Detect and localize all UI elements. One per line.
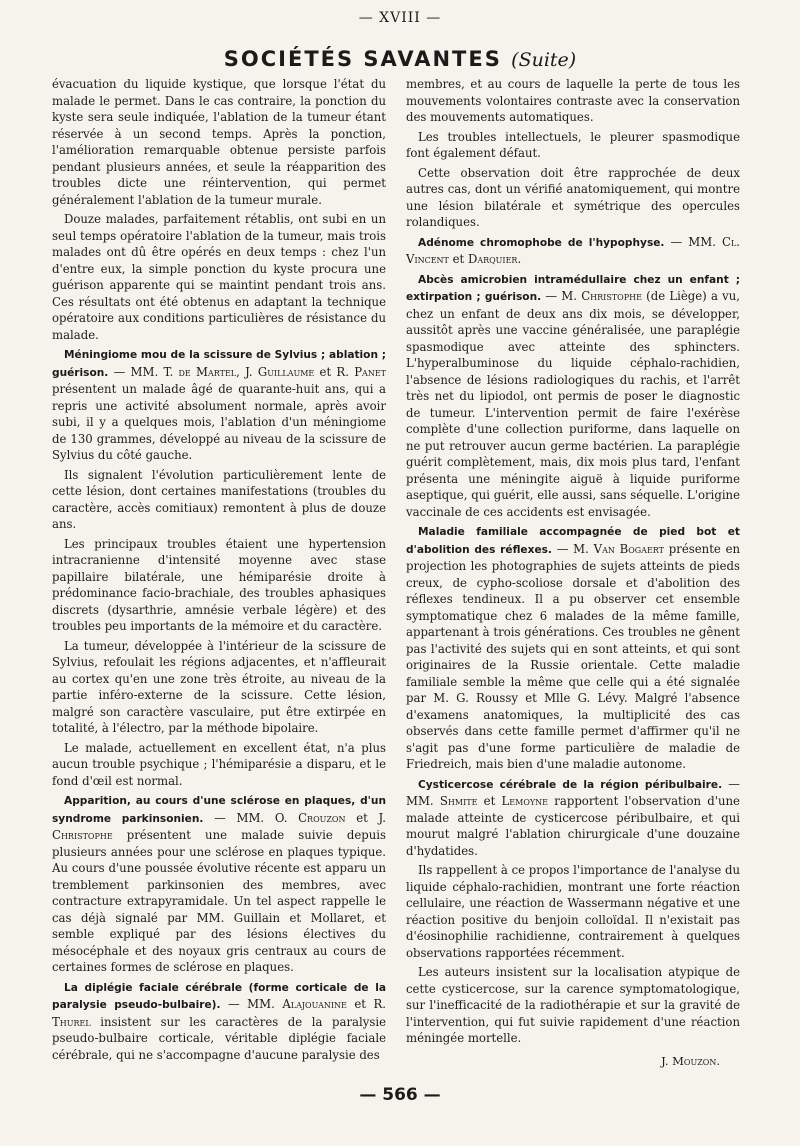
paragraph: Les auteurs insistent sur la localisation atypique de cette cysticercose, sur la carence symptomatologique, sur l'inefficacité de la radiothérapie et sur la gravité de l'intervention, qui fut suivie rapidement d'une réaction méningée mortelle. xyxy=(406,965,740,1045)
author-name: Lemoyne xyxy=(501,794,549,808)
article-title: Méningiome mou de la scissure de Sylvius ; ablation ; guérison. xyxy=(52,349,386,379)
author-name: T. de Martel xyxy=(163,364,237,379)
article-title: Adénome chromophobe de l'hypophyse. xyxy=(418,236,665,249)
author-separator: , xyxy=(236,364,246,379)
article-title: Maladie familiale accompagnée de pied bot et d'abolition des réflexes. xyxy=(406,526,740,556)
section-title-suite: (Suite) xyxy=(511,49,577,71)
article-text: présentent un malade âgé de quarante-huit ans, qui a repris une activité absolument normale, après avoir subi, il y a quelques mois, l'ablation d'un méningiome de 130 grammes, développé au niveau de la scissure de Sylvius du côté gauche. xyxy=(52,382,386,462)
author-name: R. Thurel xyxy=(52,997,386,1029)
paragraph: Les troubles intellectuels, le pleurer spasmodique font également défaut. xyxy=(406,129,740,160)
author-separator: et xyxy=(314,364,337,379)
author-name: J. Guillaume xyxy=(245,364,315,379)
paragraph: Douze malades, parfaitement rétablis, ont subi en un seul temps opératoire l'ablation de la tumeur, mais trois malades ont dû être opérés en deux temps : chez l'un d'entre eux, la simple ponction du kyste procura une guérison apparente qui se maintint pendant trois ans. Ces résultats ont été obtenus en adaptant la technique opératoire aux conditions particulières de résistance du malade. xyxy=(52,212,386,342)
left-column xyxy=(52,76,386,1066)
author-name: Alajouanine xyxy=(282,997,347,1011)
author-name: J. Christophe xyxy=(52,810,386,842)
article-cysticercose xyxy=(406,776,740,860)
author-separator: — MM. xyxy=(406,776,740,808)
article-title: Abcès amicrobien intramédullaire chez un enfant ; extirpation ; guérison. xyxy=(406,273,740,303)
section-title xyxy=(0,47,800,71)
right-column xyxy=(406,76,740,1069)
article-adenome xyxy=(406,234,740,268)
footer-page-number: — 566 — xyxy=(359,1085,441,1105)
article-parkinsonien xyxy=(52,792,386,976)
author-separator: — MM. xyxy=(664,234,723,249)
article-text: présentent une malade suivie depuis plusieurs années pour une sclérose en plaques typique. Au cours d'une poussée évolutive récente est apparu un tremblement parkinsonien des membres, avec contracture extrapyramidale. Un tel aspect rappelle le cas déjà signalé par MM. Guillain et Mollaret, et semble expliqué par des lésions électives du mésocéphale et des noyaux gris centraux au cours de certaines formes de sclérose en plaques. xyxy=(52,828,386,974)
author-name: Christophe xyxy=(581,289,642,303)
author-separator: — MM. xyxy=(108,364,164,379)
paragraph: La tumeur, développée à l'intérieur de la scissure de Sylvius, refoulait les régions adjacentes, et n'affleurait au cortex qu'en une zone très étroite, au niveau de la partie inféro-externe de la scissure. Cette lésion, malgré son caractère vasculaire, put être extirpée en totalité, à l'électro, par la méthode bipolaire. xyxy=(52,638,386,735)
article-abces xyxy=(406,271,740,521)
paragraph: Le malade, actuellement en excellent état, n'a plus aucun trouble psychique ; l'hémiparésie a disparu, et le fond d'œil est normal. xyxy=(52,740,386,788)
paragraph: membres, et au cours de laquelle la perte de tous les mouvements volontaires contraste avec la conservation des mouvements automatiques. xyxy=(406,77,740,124)
article-text: insistent sur les caractères de la paralysie pseudo-bulbaire corticale, véritable diplégie faciale cérébrale, qui ne s'accompagne d'aucune paralysie des xyxy=(52,1014,386,1062)
article-text: présente en projection les photographies de sujets atteints de pieds creux, de cypho-scoliose dorsale et d'abolition des réflexes tendineux. Il a pu observer cet ensemble symptomatique chez 6 malades de la même famille, appartenant à trois générations. Ces troubles ne gênent pas l'activité des sujets qui en sont atteints, et qui sont originaires de la Russie orientale. Cette maladie familiale semble la même que celle qui a été signalée par M. G. Roussy et Mlle G. Lévy. Malgré l'absence d'examens anatomiques, la multiplicité des cas observés dans cette famille permet d'affirmer qu'il ne s'agit pas d'une forme particulière de maladie de Friedreich, mais bien d'une maladie autonome. xyxy=(406,541,741,771)
author-name: Darquier xyxy=(467,252,518,266)
article-meningiome xyxy=(52,346,386,464)
article-title: Cysticercose cérébrale de la région péribulbaire. xyxy=(418,778,723,791)
paragraph: Cette observation doit être rapprochée de deux autres cas, dont un vérifié anatomiquement, qui montre une lésion bilatérale et symétrique des opercules rolandiques. xyxy=(406,165,740,229)
paragraph: évacuation du liquide kystique, que lorsque l'état du malade le permet. Dans le cas contraire, la ponction du kyste sera seule indiquée, l'ablation de la tumeur étant réservée à un second temps. Après la ponction, l'amélioration remarquable obtenue persiste parfois pendant plusieurs années, et seule la réapparition des troubles dicte une réintervention, qui permet généralement l'ablation de la tumeur murale. xyxy=(52,77,386,207)
signature: J. Mouzon. xyxy=(661,1053,720,1068)
author-separator: . xyxy=(517,252,522,266)
author-name: O. Crouzon xyxy=(274,810,346,825)
author-separator: et xyxy=(477,794,502,808)
author-separator: — M. xyxy=(551,541,594,556)
article-text: rapportent l'observation d'une malade atteinte de cysticercose péribulbaire, et qui mourut malgré l'ablation chirurgicale d'une douzaine d'hydatides. xyxy=(406,794,740,858)
article-diplegie xyxy=(52,979,386,1064)
author-separator: et xyxy=(346,997,374,1011)
author-separator: et xyxy=(345,810,379,825)
author-separator: — M. xyxy=(541,289,582,303)
author-separator: et xyxy=(448,252,468,266)
roman-page-number: — XVIII — xyxy=(358,10,442,26)
author-separator: — MM. xyxy=(220,997,283,1011)
article-title: La diplégie faciale cérébrale (forme corticale de la paralysie pseudo-bulbaire). xyxy=(52,981,386,1011)
author-name: Shmite xyxy=(439,794,478,808)
section-title-text: SOCIÉTÉS SAVANTES xyxy=(223,47,502,71)
article-text: (de Liège) a vu, chez un enfant de deux ans dix mois, se développer, aussitôt après une vaccine généralisée, une paraplégie spasmodique avec atteinte des sphincters. L'hyperalbuminose du liquide céphalo-rachidien, l'absence de lésions radiologiques du rachis, et l'arrêt très net du lipiodol, ont permis de poser le diagnostic de tumeur. L'intervention permit de faire l'exérèse complète d'une collection puriforme, dans laquelle on ne put retrouver aucun germe bactérien. La paraplégie guérit complètement, mais, dix mois plus tard, l'enfant présenta une méningite aiguë à liquide puriforme aseptique, qui guérit, elle aussi, sans séquelle. L'origine vaccinale de ces accidents est envisagée. xyxy=(406,289,740,519)
article-maladie-familiale xyxy=(406,523,740,773)
paragraph: Ils signalent l'évolution particulièrement lente de cette lésion, dont certaines manifestations (troubles du caractère, accès comitiaux) remontent à plus de douze ans. xyxy=(52,467,386,531)
author-name: Van Bogaert xyxy=(593,541,664,556)
article-title: Apparition, au cours d'une sclérose en plaques, d'un syndrome parkinsonien. xyxy=(52,795,386,825)
paragraph: Ils rappellent à ce propos l'importance de l'analyse du liquide céphalo-rachidien, montrant une forte réaction cellulaire, une réaction de Wassermann négative et une réaction positive du benjoin colloïdal. Il n'existait pas d'éosinophilie rachidienne, contrairement à quelques observations rapportées récemment. xyxy=(406,863,740,960)
paragraph: Les principaux troubles étaient une hypertension intracranienne d'intensité moyenne avec stase papillaire bilatérale, une hémiparésie droite à prédominance facio-brachiale, des troubles aphasiques discrets (dysarthrie, amnésie verbale légère) et des troubles peu importants de la mémoire et du caractère. xyxy=(52,536,386,633)
author-name: Cl. Vincent xyxy=(406,234,741,266)
author-separator: — MM. xyxy=(203,810,275,825)
author-name: R. Panet xyxy=(336,364,387,379)
